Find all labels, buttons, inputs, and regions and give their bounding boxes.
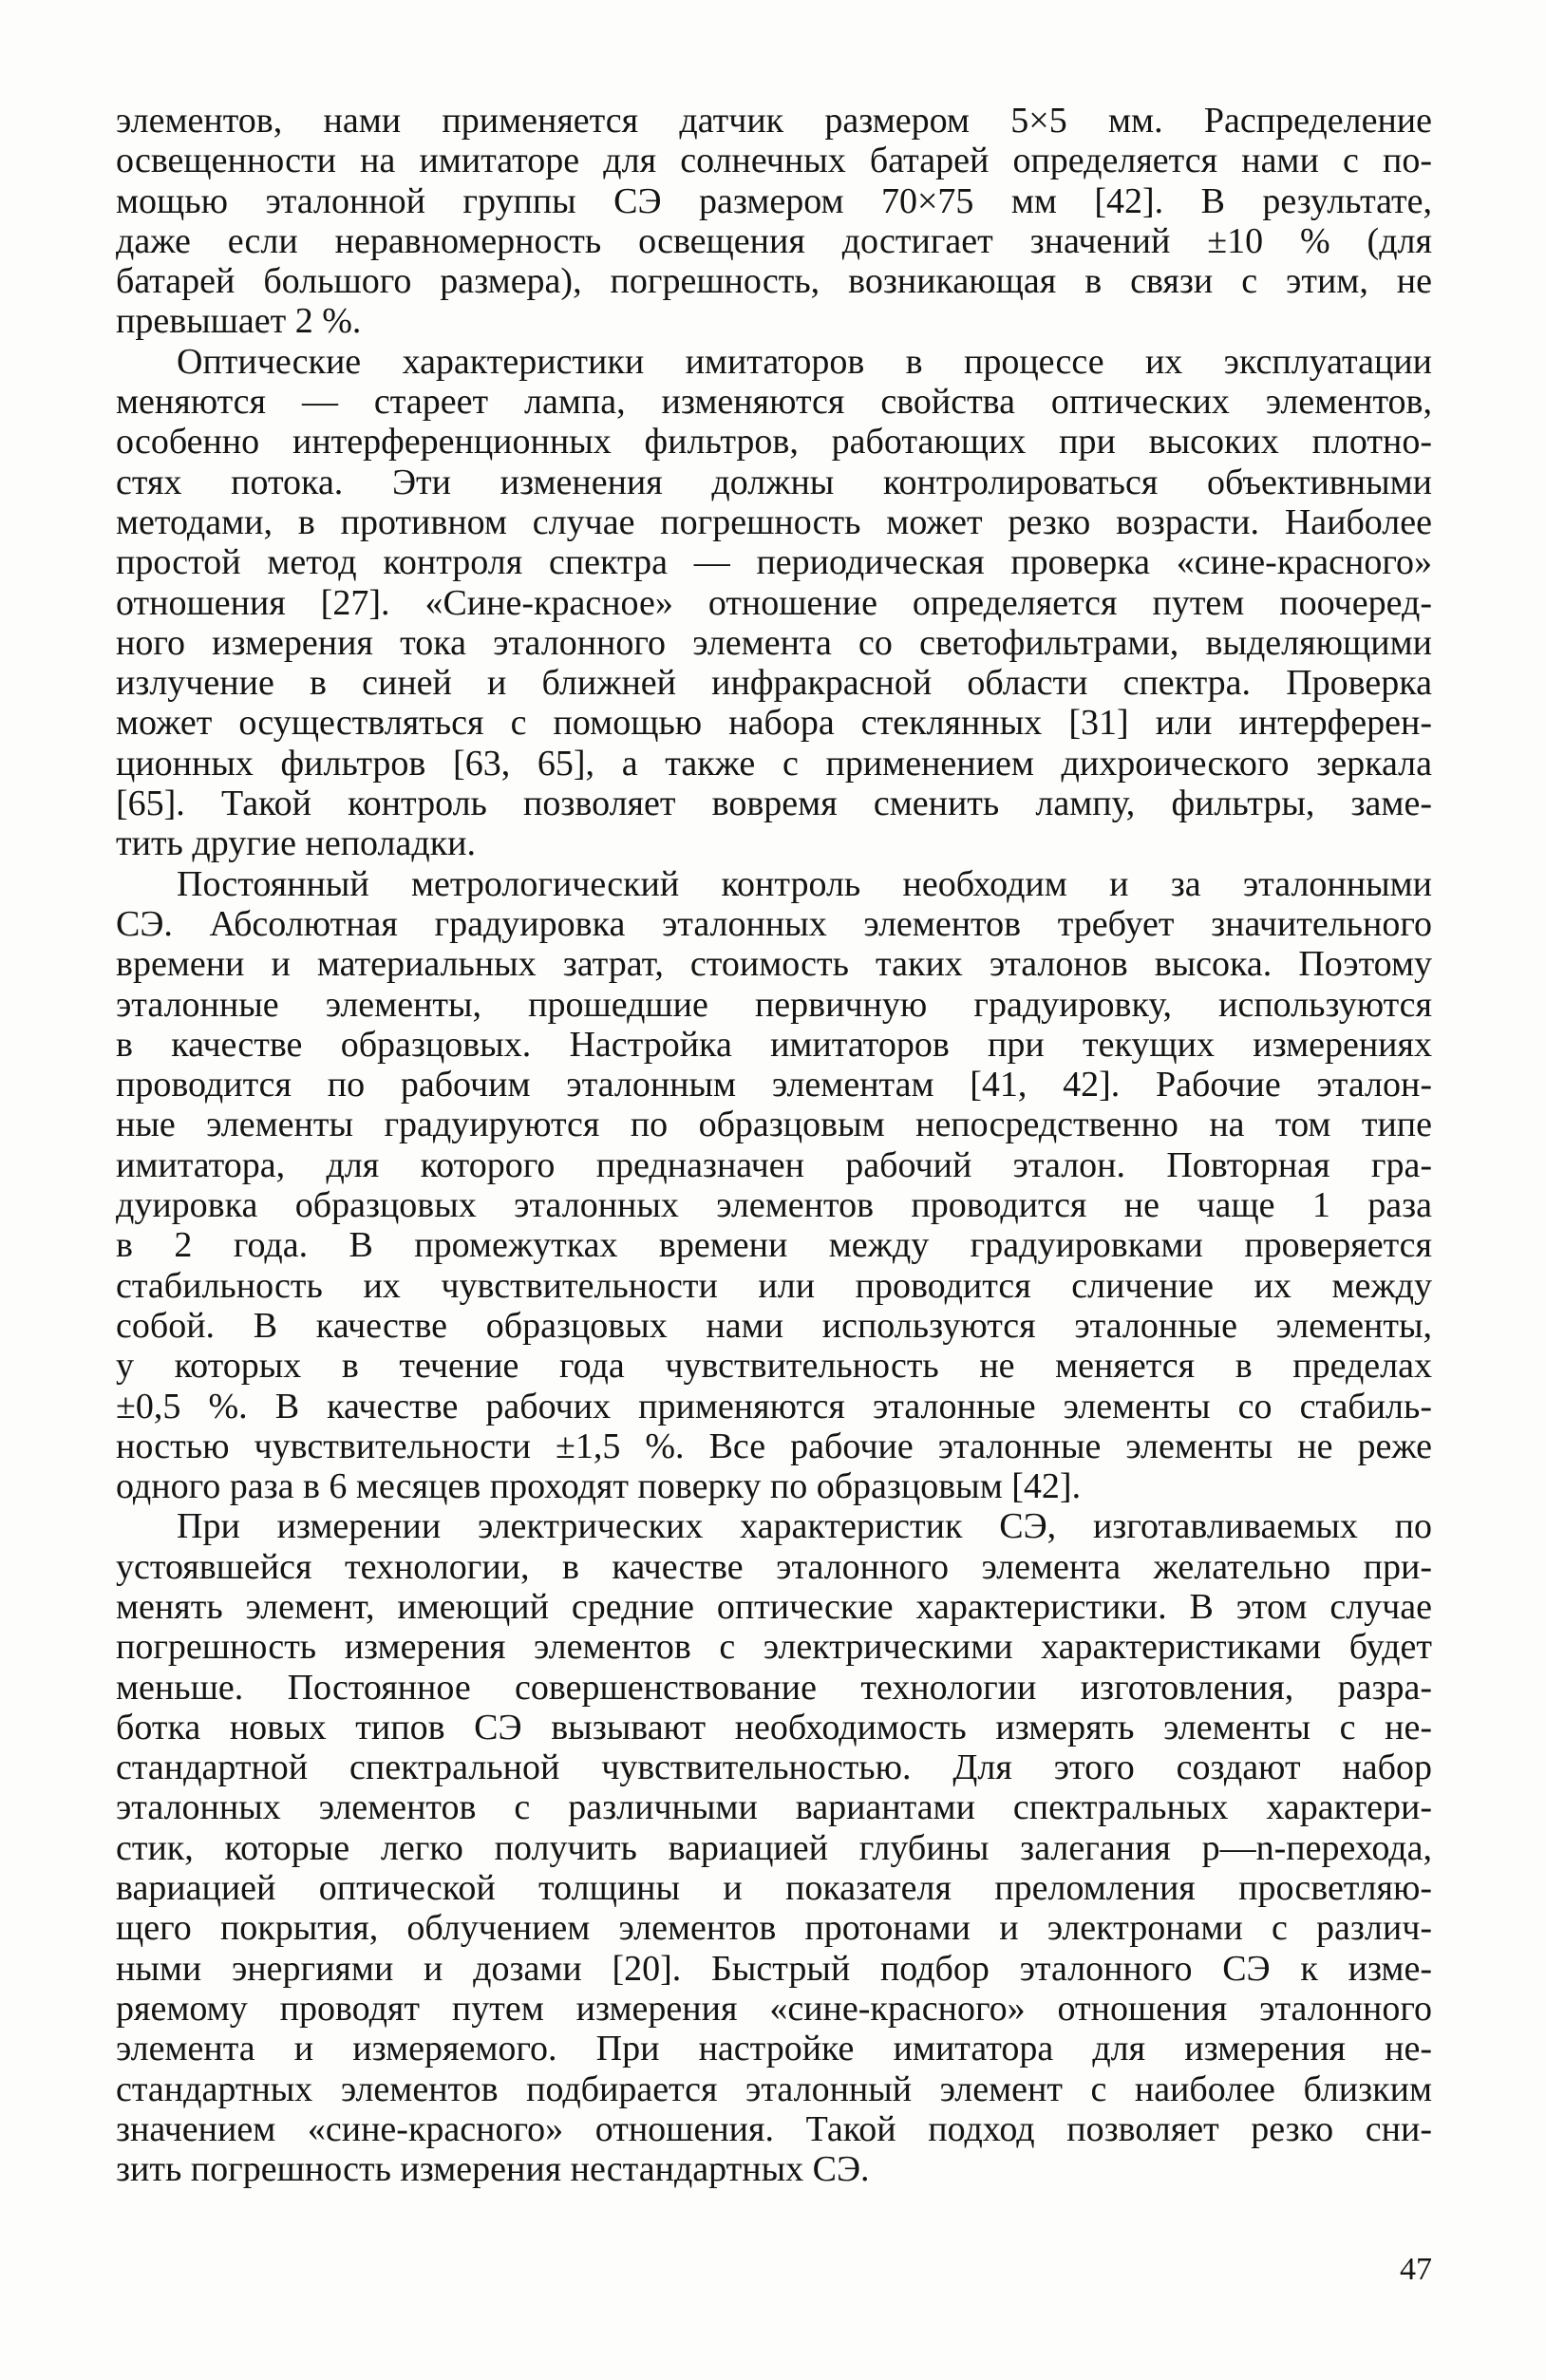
- text-line: одного раза в 6 месяцев проходят поверку по образцовым [42].: [116, 1466, 1082, 1507]
- text-line: менять элемент, имеющий средние оптические характеристики. В этом случае: [116, 1586, 1432, 1627]
- text-line: стик, которые легко получить вариацией глубины залегания p—n-перехода,: [116, 1827, 1432, 1868]
- text-line: ные элементы градуируются по образцовым непосредственно на том типе: [116, 1105, 1432, 1145]
- text-line: в 2 года. В промежутках времени между градуировками проверяется: [116, 1225, 1432, 1266]
- text-line: в качестве образцовых. Настройка имитаторов при текущих измерениях: [116, 1024, 1432, 1065]
- text-line: ностью чувствительности ±1,5 %. Все рабочие эталонные элементы не реже: [116, 1426, 1432, 1466]
- text-line: освещенности на имитаторе для солнечных батарей определяется нами с по-: [116, 141, 1432, 181]
- body-text: [116, 101, 1432, 2189]
- text-line: мощью эталонной группы СЭ размером 70×75 мм [42]. В результате,: [116, 180, 1432, 221]
- text-line: щего покрытия, облучением элементов протонами и электронами с различ-: [116, 1908, 1432, 1949]
- text-line: ±0,5 %. В качестве рабочих применяются эталонные элементы со стабиль-: [116, 1386, 1432, 1426]
- text-line: стях потока. Эти изменения должны контролироваться объективными: [116, 462, 1432, 502]
- text-line: вариацией оптической толщины и показателя преломления просветляю-: [116, 1868, 1432, 1909]
- text-line: меньше. Постоянное совершенствование технологии изготовления, разра-: [116, 1667, 1432, 1708]
- text-line: зить погрешность измерения нестандартных СЭ.: [116, 2149, 870, 2190]
- paragraph: [116, 101, 1432, 342]
- text-line: ными энергиями и дозами [20]. Быстрый подбор эталонного СЭ к изме-: [116, 1948, 1432, 1989]
- text-line: особенно интерференционных фильтров, работающих при высоких плотно-: [116, 422, 1432, 463]
- text-line: даже если неравномерность освещения достигает значений ±10 % (для: [116, 220, 1432, 261]
- text-line: ботка новых типов СЭ вызывают необходимость измерять элементы с не-: [116, 1707, 1432, 1747]
- page-number: 47: [1400, 2252, 1432, 2287]
- text-line: меняются — стареет лампа, изменяются свойства оптических элементов,: [116, 382, 1432, 423]
- paragraph: [116, 864, 1432, 1507]
- text-line: эталонных элементов с различными вариантами спектральных характери-: [116, 1787, 1432, 1828]
- text-line: эталонные элементы, прошедшие первичную градуировку, используются: [116, 984, 1432, 1025]
- text-line: методами, в противном случае погрешность может резко возрасти. Наиболее: [116, 501, 1432, 542]
- text-line: у которых в течение года чувствительность не меняется в пределах: [116, 1346, 1432, 1387]
- text-line: проводится по рабочим эталонным элементам [41, 42]. Рабочие эталон-: [116, 1065, 1432, 1105]
- text-line: дуировка образцовых эталонных элементов проводится не чаще 1 раза: [116, 1185, 1432, 1226]
- text-line: ряемому проводят путем измерения «сине-красного» отношения эталонного: [116, 1988, 1432, 2029]
- text-line: погрешность измерения элементов с электрическими характеристиками будет: [116, 1627, 1432, 1668]
- text-line: [65]. Такой контроль позволяет вовремя сменить лампу, фильтры, заме-: [116, 784, 1432, 824]
- text-line: Оптические характеристики имитаторов в процессе их эксплуатации: [177, 341, 1432, 382]
- text-line: элемента и измеряемого. При настройке имитатора для измерения не-: [116, 2029, 1432, 2069]
- text-line: Постоянный метрологический контроль необходим и за эталонными: [177, 863, 1432, 904]
- text-line: излучение в синей и ближней инфракрасной области спектра. Проверка: [116, 663, 1432, 704]
- text-line: батарей большого размера), погрешность, возникающая в связи с этим, не: [116, 261, 1432, 302]
- text-line: стабильность их чувствительности или проводится сличение их между: [116, 1265, 1432, 1306]
- paragraph: [116, 342, 1432, 864]
- text-line: может осуществляться с помощью набора стеклянных [31] или интерферен-: [116, 703, 1432, 744]
- paragraph: [116, 1506, 1432, 2189]
- text-line: стандартной спектральной чувствительностью. Для этого создают набор: [116, 1747, 1432, 1788]
- text-line: имитатора, для которого предназначен рабочий эталон. Повторная гра-: [116, 1144, 1432, 1185]
- text-line: простой метод контроля спектра — периодическая проверка «сине-красного»: [116, 542, 1432, 583]
- text-line: ного измерения тока эталонного элемента со светофильтрами, выделяющими: [116, 622, 1432, 663]
- text-line: собой. В качестве образцовых нами используются эталонные элементы,: [116, 1305, 1432, 1346]
- text-line: превышает 2 %.: [116, 301, 362, 342]
- text-line: стандартных элементов подбирается эталонный элемент с наиболее близким: [116, 2068, 1432, 2109]
- text-line: элементов, нами применяется датчик размером 5×5 мм. Распределение: [116, 101, 1432, 141]
- text-line: При измерении электрических характеристик СЭ, изготавливаемых по: [177, 1506, 1432, 1547]
- text-line: отношения [27]. «Сине-красное» отношение определяется путем поочеред-: [116, 582, 1432, 623]
- text-line: устоявшейся технологии, в качестве эталонного элемента желательно при-: [116, 1546, 1432, 1587]
- text-line: времени и материальных затрат, стоимость таких эталонов высока. Поэтому: [116, 944, 1432, 985]
- text-line: значением «сине-красного» отношения. Такой подход позволяет резко сни-: [116, 2108, 1432, 2149]
- text-line: тить другие неполадки.: [116, 823, 476, 864]
- text-line: ционных фильтров [63, 65], а также с применением дихроического зеркала: [116, 743, 1432, 784]
- text-line: СЭ. Абсолютная градуировка эталонных элементов требует значительного: [116, 903, 1432, 944]
